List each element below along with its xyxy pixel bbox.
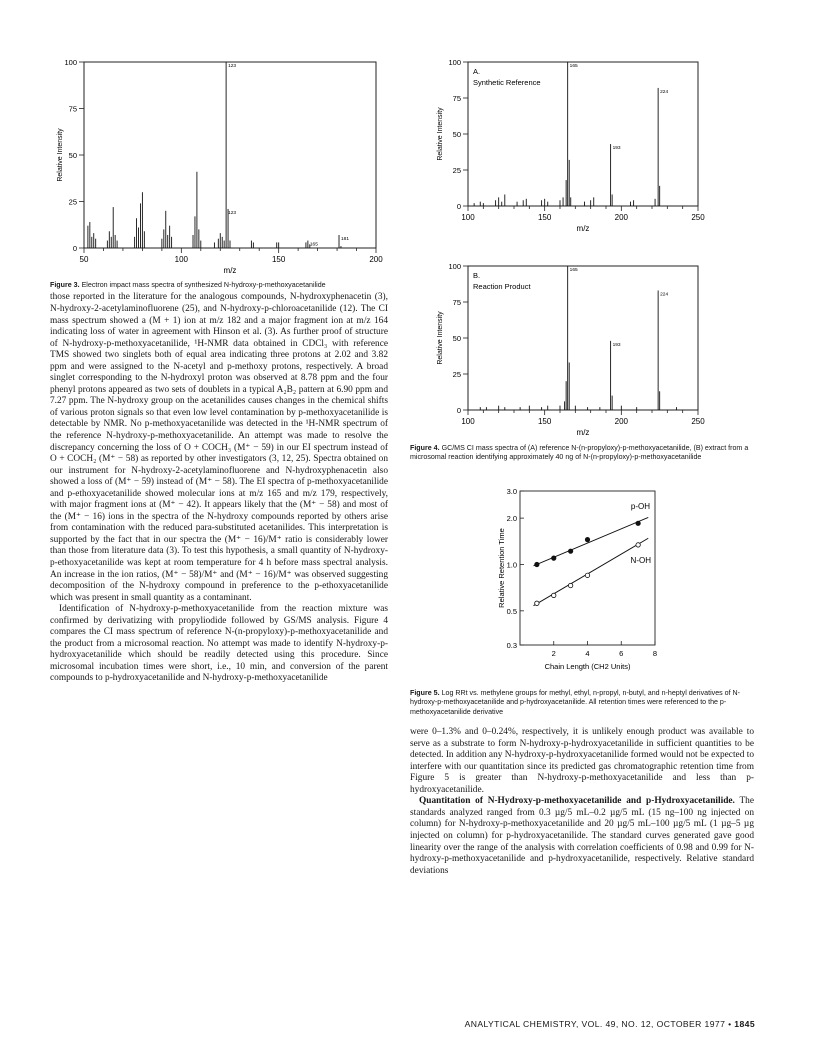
figure-3-chart: [50, 52, 388, 274]
right-column: [410, 52, 754, 877]
figure-4-caption: [410, 444, 754, 463]
fig5-series-1-point: [585, 537, 589, 541]
fig4a-peak-label: 165: [569, 64, 578, 69]
fig4b-y-tick-label: 75: [452, 298, 461, 307]
fig3-y-tick-label: 0: [72, 244, 77, 253]
fig5-series-2-fit-line: [534, 538, 649, 605]
fig5-y-tick-label: 0.5: [506, 606, 517, 616]
fig4b-peak-label: 165: [569, 268, 578, 273]
figure-3-caption-text: Electron impact mass spectra of synthesized N-hydroxy-p-methoxyacetanilide: [81, 281, 326, 289]
figure-4-caption-text: GC/MS CI mass spectra of (A) reference N-(n-propyloxy)-p-methoxyacetanilide, (B) extract from a microsomal reaction identifying approximately 40 ng of N-(n-propyloxy)-p-methoxyacetanilide: [410, 444, 749, 462]
fig4b-y-tick-label: 50: [452, 334, 461, 343]
figure-5-caption: [410, 689, 754, 717]
fig4a-y-tick-label: 50: [452, 130, 461, 139]
fig3-y-tick-label: 50: [68, 151, 77, 160]
fig4b-x-tick-label: 250: [691, 417, 705, 426]
fig5-series-2-point: [585, 573, 589, 577]
right-paragraph-2: [410, 796, 754, 877]
fig3-plot-frame: [84, 62, 376, 248]
fig5-series-1-point: [552, 556, 556, 560]
fig5-y-tick-label: 1.0: [506, 560, 517, 570]
fig5-x-tick-label: 8: [652, 648, 658, 658]
fig3-x-tick-label: 200: [369, 255, 383, 264]
fig4a-y-tick-label: 100: [448, 58, 461, 67]
figure-5-caption-text: Log RRt vs. methylene groups for methyl, ethyl, n-propyl, n-butyl, and n-heptyl derivatives of N-hydroxy-p-methoxyacetanilide and p-hydroxyacetanilide. All retention times were referenced to the p-methoxyacetanilide derivative: [410, 688, 741, 716]
fig5-y-tick-label: 3.0: [506, 486, 517, 496]
fig3-x-axis-label: m/z: [223, 266, 237, 274]
fig4a-x-axis-label: m/z: [576, 224, 590, 233]
fig3-peak-label: 181: [341, 236, 350, 242]
fig4a-y-axis-label: Relative Intensity: [437, 107, 444, 161]
fig3-x-tick-label: 150: [271, 255, 286, 264]
fig5-series-2-point: [535, 601, 539, 605]
figure-4b-chart: [428, 252, 728, 442]
page-footer: [430, 1019, 755, 1029]
fig4a-y-tick-label: 25: [452, 166, 461, 175]
fig4b-panel-letter: B.: [473, 271, 481, 280]
fig4a-peak-label: 224: [660, 89, 669, 95]
figure-3-caption: [50, 281, 380, 290]
fig5-series-2-point: [568, 583, 572, 587]
fig4b-x-axis-label: m/z: [576, 428, 590, 437]
fig3-peak-label: 123: [228, 64, 237, 69]
fig5-series-2-point: [636, 543, 640, 547]
fig4b-y-axis-label: Relative Intensity: [437, 311, 444, 365]
left-column: [50, 52, 388, 685]
fig3-x-tick-label: 100: [174, 255, 189, 264]
right-paragraph-1: were 0–1.3% and 0–0.24%, respectively, it is unlikely enough product was available to serve as a substrate to form N-hydroxy-p-hydroxyacetanilide in sufficient quantities to be detected. In addition any N-hydroxy-p-hydroxyacetanilide formed would not be expected to interfere with our quantitation since its predicted gas chromatographic retention time from Figure 5 is greater than N-hydroxy-p-methoxyacetanilide and less than p-hydroxyacetanilide.: [410, 727, 754, 795]
fig5-series-2-label: N-OH: [630, 555, 651, 565]
fig4a-panel-letter: A.: [473, 67, 481, 76]
fig4b-x-tick-label: 100: [461, 417, 475, 426]
left-paragraph-1: those reported in the literature for the analogous compounds, N-hydroxyphenacetin (3), N-hydroxy-2-acetylaminofluorene (25), and N-hydroxy-p-chloroacetanilide (12). The CI mass spectrum showed a (M + 1) ion at m/z 182 and a major fragment ion at m/z 164 indicating loss of water in agreement with Hinson et al. (3). As further proof of structure of N-hydroxy-p-methoxyacetanilide, ¹H-NMR data obtained in CDCl₃ with reference TMS showed two singlets both of equal area indicating three protons at 2.02 and 3.82 ppm and were assigned to the N-acetyl and p-methoxy protons, respectively. A broad singlet corresponding to the N-hydroxyl proton was observed at 8.78 ppm and the four phenyl protons appeared as two sets of doublets in a typical A₂B₂ pattern at 6.90 ppm and 7.27 ppm. The N-hydroxy group on the acetanilides causes changes in the chemical shifts of various proton signals so that even low level contamination by p-methoxyacetanilide is detectable by NMR. No p-methoxyacetanilide was detected in the ¹H-NMR spectrum of the reference N-hydroxy-p-methoxyacetanilide. An attempt was made to resolve the discrepancy concerning the loss of O + COCH₃ (M⁺ − 59) in our EI spectrum instead of O + COCH₂ (M⁺ − 58) as reported by other investigators (3, 12, 25). Spectra obtained on our instrument for N-hydroxy-2-acetylaminofluorene and N-hydroxyphenacetin also showed a loss of (M⁺ − 59) instead of (M⁺ − 58). The EI spectra of p-methoxyacetanilide and p-ethoxyacetanilide showed molecular ions at m/z 165 and m/z 179, respectively, with major fragment ions at (M⁺ − 42). It appears likely that the (M⁺ − 58) and most of the (M⁺ − 16) ions in the spectra of the N-hydroxy compounds reported by others arise from contamination with the reduced para-substituted acetanilides. This interpretation is supported by the fact that in our spectra the (M⁺ − 16)/M⁺ ratio is considerably lower than those from literature data (3). To test this hypothesis, a small quantity of N-hydroxy-p-ethoxyacetanilide was kept at room temperature for 4 h before mass spectral analysis. An increase in the ion ratios, (M⁺ − 58)/M⁺ and (M⁺ − 16)/M⁺ was observed suggesting decomposition of the N-hydroxy compound in preference to the p-ethoxyacetanilide which was present in small quantity as a contaminant.: [50, 292, 388, 603]
section-heading: Quantitation of N-Hydroxy-p-methoxyacetanilide and p-Hydroxyacetanilide.: [419, 796, 735, 807]
fig3-peak-label: 165: [309, 242, 318, 248]
fig4a-y-tick-label: 75: [452, 94, 461, 103]
fig4a-x-tick-label: 200: [614, 213, 629, 222]
fig4b-y-tick-label: 25: [452, 370, 461, 379]
fig4b-x-tick-label: 150: [537, 417, 552, 426]
fig5-x-tick-label: 4: [585, 648, 590, 658]
fig5-y-axis-label: Relative Retention Time: [497, 528, 506, 608]
fig5-x-tick-label: 6: [619, 648, 624, 658]
journal-citation: ANALYTICAL CHEMISTRY, VOL. 49, NO. 12, OCTOBER 1977 •: [464, 1019, 732, 1029]
fig5-series-1-point: [568, 549, 572, 553]
fig5-y-tick-label: 0.3: [506, 640, 517, 650]
figure-3-label: Figure 3.: [50, 281, 80, 289]
fig5-x-tick-label: 2: [551, 648, 556, 658]
fig3-peak-label: 123: [228, 210, 237, 216]
fig4a-panel-title: Synthetic Reference: [473, 78, 541, 87]
fig4b-x-tick-label: 200: [614, 417, 629, 426]
fig3-x-tick-label: 50: [79, 255, 89, 264]
fig5-series-1-point: [535, 562, 539, 566]
fig4a-peak-label: 193: [612, 146, 621, 152]
fig5-y-tick-label: 2.0: [506, 513, 517, 523]
right-paragraph-2-text: The standards analyzed ranged from 0.3 µg/5 mL–0.2 µg/5 mL (15 ng–100 ng injected on column) for N-hydroxy-p-methoxyacetanilide and 20 µg/5 mL–100 µg/5 mL (1 µg–5 µg injected on column) for p-hydroxyacetanilide. The standard curves generated gave good linearity over the range of the analysis with correlation coefficients of 0.98 and 0.99 for N-hydroxy-p-methoxyacetanilide and p-hydroxyacetanilide, respectively. Relative standard deviations: [410, 796, 754, 876]
fig4a-x-tick-label: 100: [461, 213, 475, 222]
fig4b-peak-label: 193: [612, 342, 621, 348]
fig5-series-1-label: p-OH: [630, 501, 650, 511]
figure-5-label: Figure 5.: [410, 688, 440, 697]
fig4b-peak-label: 224: [660, 292, 669, 298]
fig4b-panel-title: Reaction Product: [473, 282, 531, 291]
page-number: 1845: [734, 1019, 755, 1029]
fig4a-y-tick-label: 0: [456, 202, 461, 211]
fig5-series-1-point: [636, 521, 640, 525]
fig5-plot-frame: [520, 491, 655, 645]
fig3-y-axis-label: Relative Intensity: [57, 128, 64, 182]
fig4b-y-tick-label: 100: [448, 262, 461, 271]
fig4b-y-tick-label: 0: [456, 406, 461, 415]
fig5-x-axis-label: Chain Length (CH2 Units): [544, 661, 631, 671]
figure-5-chart: [410, 475, 754, 685]
fig4a-x-tick-label: 250: [691, 213, 705, 222]
fig4a-x-tick-label: 150: [537, 213, 552, 222]
figure-4a-chart: [428, 52, 728, 242]
fig5-series-2-point: [552, 593, 556, 597]
figure-4-label: Figure 4.: [410, 444, 440, 452]
fig3-y-tick-label: 100: [64, 58, 77, 67]
fig3-y-tick-label: 25: [68, 197, 77, 207]
fig3-y-tick-label: 75: [68, 104, 77, 114]
left-paragraph-2: Identification of N-hydroxy-p-methoxyacetanilide from the reaction mixture was confirmed by derivatizing with propyliodide followed by GS/MS analysis. Figure 4 compares the CI mass spectrum of reference N-(n-propyloxy)-p-methoxyacetanilide and the product from a microsomal reaction. No attempt was made to identify N-hydroxy-p-hydroxyacetanilide which should be readily detected using this procedure. Since microsomal incubation times were short, i.e., 10 min, and conversion of the parent compounds to p-hydroxyacetanilide and N-hydroxy-p-methoxyacetanilide: [50, 604, 388, 684]
